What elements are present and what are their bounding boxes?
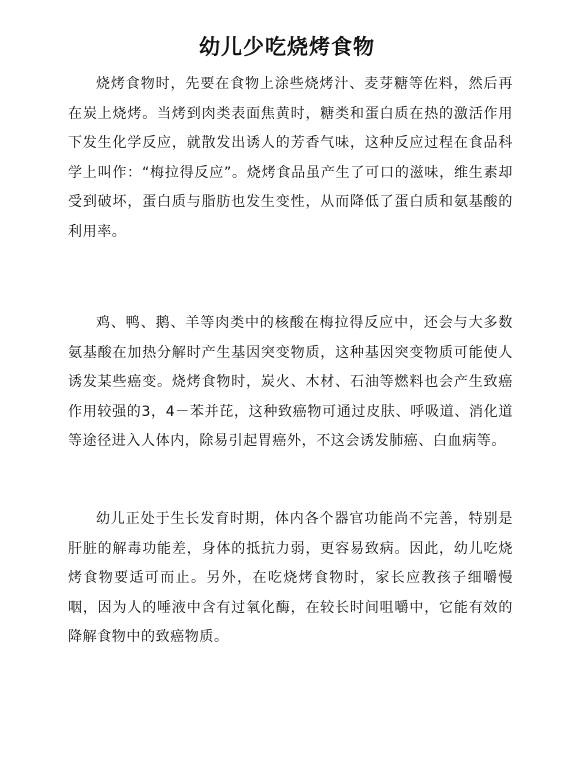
paragraph-1: 烧烤食物时，先要在食物上涂些烧烤汁、麦芽糖等佐料，然后再在炭上烧烤。当烤到肉类表面焦黄时，糖类和蛋白质在热的激活作用下发生化学反应，就散发出诱人的芳香气味，这种反应过程在食品科学上叫作：“梅拉得反应”。烧烤食品虽产生了可口的滋味，维生素却受到破坏，蛋白质与脂肪也发生变性，从而降低了蛋白质和氨基酸的利用率。 [68, 76, 513, 240]
paragraph-3: 幼儿正处于生长发育时期，体内各个器官功能尚不完善，特别是肝脏的解毒功能差，身体的抵抗力弱，更容易致病。因此，幼儿吃烧烤食物要适可而止。另外，在吃烧烤食物时，家长应教孩子细嚼慢咽，因为人的唾液中含有过氧化酶，在较长时间咀嚼中，它能有效的降解食物中的致癌物质。 [68, 511, 513, 646]
paragraph-2: 鸡、鸭、鹅、羊等肉类中的核酸在梅拉得反应中，还会与大多数氨基酸在加热分解时产生基因突变物质，这种基因突变物质可能使人诱发某些癌变。烧烤食物时，炭火、木材、石油等燃料也会产生致癌作用较强的3，4－苯并芘，这种致癌物可通过皮肤、呼吸道、消化道等途径进入人体内，除易引起胃癌外，不这会诱发肺癌、白血病等。 [68, 315, 513, 450]
document-title: 幼儿少吃烧烤食物 [199, 34, 375, 59]
